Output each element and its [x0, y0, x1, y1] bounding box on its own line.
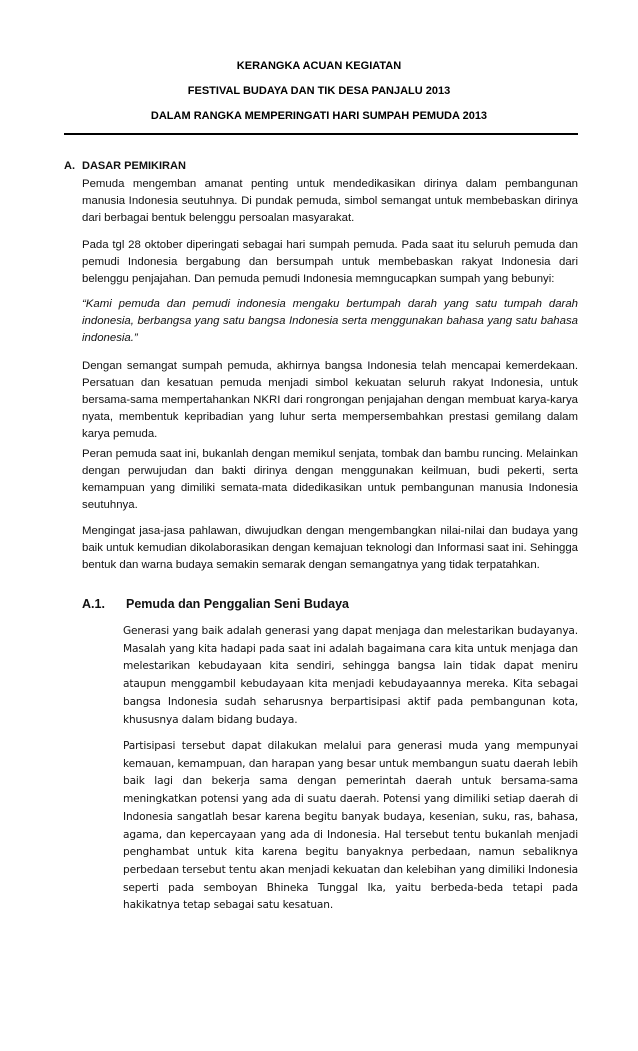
- section-a-title: DASAR PEMIKIRAN: [82, 160, 186, 172]
- document-subtitle-festival: FESTIVAL BUDAYA DAN TIK DESA PANJALU 2013: [187, 85, 451, 97]
- subsection-a1-number: A.1.: [82, 597, 105, 611]
- section-a-paragraph: Pemuda mengemban amanat penting untuk mendedikasikan dirinya dalam pembangunan manusia Indonesia seutuhnya. Di pundak pemuda, simbol semangat untuk membebaskan dirinya dari berbagai bentuk belenggu persoalan masyarakat.: [82, 178, 578, 224]
- subsection-a1-paragraph: Generasi yang baik adalah generasi yang dapat menjaga dan melestarikan budayanya. Masalah yang kita hadapi pada saat ini adalah bagaimana cara kita untuk menjaga dan melestarikan kebudayaan kita sendiri, sehingga bangsa lain tidak dapat meniru ataupun menggambil kebudayaan kita menjadi kebudayaannya mereka. Kita sebagai bangsa Indonesia sudah seharusnya berpartisipasi aktif pada pembangunan kota, khususnya dalam bidang budaya.: [123, 625, 578, 726]
- section-a-label: A.: [64, 160, 75, 172]
- section-a-paragraph: Peran pemuda saat ini, bukanlah dengan memikul senjata, tombak dan bambu runcing. Melainkan dengan perwujudan dan bakti dirinya dengan menggunakan keilmuan, budi pekerti, serta kemampuan yang dimiliki semata-mata didedikasikan untuk pembangunan manusia Indonesia seutuhnya.: [82, 448, 578, 511]
- header-divider: [64, 133, 578, 135]
- section-a-heading: [64, 160, 186, 172]
- section-a-paragraph: Mengingat jasa-jasa pahlawan, diwujudkan dengan mengembangkan nilai-nilai dan budaya yang baik untuk kemudian dikolaborasikan dengan kemajuan teknologi dan Informasi saat ini. Sehingga bentuk dan warna budaya semakin semarak dengan semangatnya yang tidak terpatahkan.: [82, 525, 578, 571]
- subsection-a1-title: Pemuda dan Penggalian Seni Budaya: [126, 597, 349, 611]
- sumpah-pemuda-quote: “Kami pemuda dan pemudi indonesia mengaku bertumpah darah yang satu tumpah darah indonesia, berbangsa yang satu bangsa Indonesia serta menggunakan bahasa yang satu bahasa indonesia.”: [82, 298, 578, 344]
- subsection-a1-heading: [82, 597, 349, 611]
- section-a-paragraph: Dengan semangat sumpah pemuda, akhirnya bangsa Indonesia telah mencapai kemerdekaan. Persatuan dan kesatuan pemuda menjadi simbol kekuatan seluruh rakyat Indonesia, untuk bersama-sama mempertahankan NKRI dari rongrongan penjajahan dengan membuat karya-karya nyata, membentuk kepribadian yang luhur serta mempersembahkan prestasi gemilang dalam karya pemuda.: [82, 360, 578, 440]
- subsection-a1-paragraph: Partisipasi tersebut dapat dilakukan melalui para generasi muda yang mempunyai kemauan, kemampuan, dan harapan yang besar untuk membangun suatu daerah lebih baik lagi dan bekerja sama dengan pemerintah daerah untuk bersama-sama meningkatkan potensi yang ada di suatu daerah. Potensi yang dimiliki setiap daerah di Indonesia sangatlah besar karena begitu banyak budaya, kesenian, suku, ras, bahasa, agama, dan kepercayaan yang ada di Indonesia. Hal tersebut tentu bukanlah menjadi penghambat untuk kita karena begitu banyaknya perbedaan, namun sebaliknya perbedaan tersebut tentu akan menjadi kekuatan dan kelebihan yang dimiliki Indonesia seperti pada semboyan Bhineka Tunggal Ika, yaitu berbeda-beda tetapi pada hakikatnya tetap sebagai satu kesatuan.: [123, 740, 578, 912]
- document-title: KERANGKA ACUAN KEGIATAN: [236, 60, 402, 72]
- section-a-paragraph: Pada tgl 28 oktober diperingati sebagai hari sumpah pemuda. Pada saat itu seluruh pemuda dan pemudi Indonesia bergabung dan bersumpah untuk membebaskan rakyat Indonesia dari belenggu penjajahan. Dan pemuda pemudi Indonesia memngucapkan sumpah yang bebunyi:: [82, 239, 578, 285]
- document-subtitle-occasion: DALAM RANGKA MEMPERINGATI HARI SUMPAH PEMUDA 2013: [150, 110, 488, 122]
